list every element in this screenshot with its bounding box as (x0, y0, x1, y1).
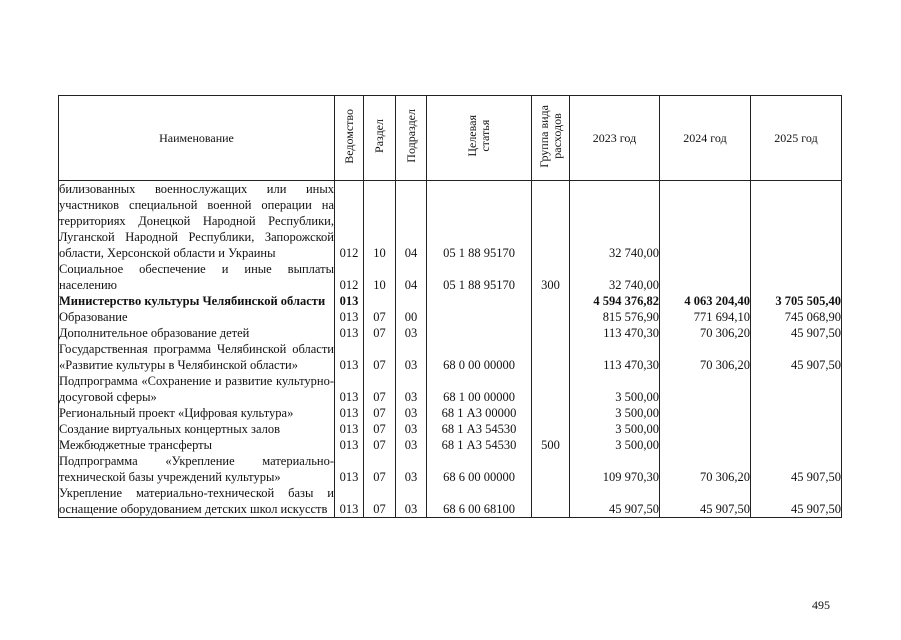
cell-podrazdel: 03 (396, 341, 427, 373)
table-row (59, 437, 842, 453)
cell-2023: 3 500,00 (570, 437, 660, 453)
header-razdel-label: Раздел (372, 119, 386, 153)
header-target-label (466, 115, 492, 157)
cell-2023: 32 740,00 (570, 261, 660, 293)
header-2025: 2025 год (751, 96, 842, 181)
cell-group (532, 309, 570, 325)
cell-razdel: 07 (364, 485, 396, 518)
cell-name: Подпрограмма «Сохранение и развитие культурно-досуговой сферы» (59, 374, 334, 404)
cell-2023: 4 594 376,82 (570, 293, 660, 309)
cell-target: 05 1 88 95170 (427, 181, 532, 262)
header-group-label (538, 105, 564, 168)
cell-razdel (364, 293, 396, 309)
cell-name: Межбюджетные трансферты (59, 437, 335, 453)
cell-razdel: 07 (364, 309, 396, 325)
cell-razdel: 07 (364, 421, 396, 437)
header-target-line2: статья (478, 120, 492, 152)
cell-razdel: 07 (364, 373, 396, 405)
cell-target: 05 1 88 95170 (427, 261, 532, 293)
cell-group (532, 485, 570, 518)
cell-podrazdel: 03 (396, 453, 427, 485)
cell-vedomstvo: 013 (335, 437, 364, 453)
cell-podrazdel: 00 (396, 309, 427, 325)
cell-target: 68 1 А3 54530 (427, 421, 532, 437)
cell-2025 (751, 181, 842, 262)
cell-2025 (751, 437, 842, 453)
cell-2023: 3 500,00 (570, 405, 660, 421)
header-2024: 2024 год (660, 96, 751, 181)
header-group-line2: расходов (549, 113, 564, 159)
cell-target: 68 1 А3 54530 (427, 437, 532, 453)
cell-target (427, 293, 532, 309)
cell-2025 (751, 421, 842, 437)
cell-vedomstvo: 013 (335, 485, 364, 518)
cell-target: 68 6 00 00000 (427, 453, 532, 485)
header-vedomstvo-label: Ведомство (341, 108, 356, 164)
table-row (59, 261, 842, 293)
header-razdel (364, 96, 396, 181)
cell-razdel: 10 (364, 261, 396, 293)
cell-2025 (751, 261, 842, 293)
cell-vedomstvo: 013 (335, 421, 364, 437)
cell-2023: 113 470,30 (570, 325, 660, 341)
table-row (59, 405, 842, 421)
cell-2025: 45 907,50 (751, 341, 842, 373)
cell-group (532, 421, 570, 437)
cell-group (532, 181, 570, 262)
cell-podrazdel: 03 (396, 437, 427, 453)
header-podrazdel (396, 96, 427, 181)
cell-vedomstvo: 013 (335, 405, 364, 421)
page-number: 495 (812, 598, 830, 612)
cell-vedomstvo: 013 (335, 453, 364, 485)
table-row (59, 421, 842, 437)
cell-name: Образование (59, 309, 335, 325)
cell-2025: 745 068,90 (751, 309, 842, 325)
cell-razdel: 07 (364, 341, 396, 373)
cell-2025: 45 907,50 (751, 325, 842, 341)
cell-name: Государственная программа Челябинской области «Развитие культуры в Челябинской области» (59, 342, 334, 372)
cell-vedomstvo: 013 (335, 341, 364, 373)
cell-group: 500 (532, 437, 570, 453)
header-vedomstvo (335, 96, 364, 181)
table-row (59, 325, 842, 341)
cell-razdel: 07 (364, 453, 396, 485)
cell-2025 (751, 405, 842, 421)
cell-vedomstvo: 012 (335, 181, 364, 262)
cell-2023: 109 970,30 (570, 453, 660, 485)
cell-podrazdel (396, 293, 427, 309)
cell-2025: 45 907,50 (751, 485, 842, 518)
table-row (59, 485, 842, 518)
cell-2024 (660, 437, 751, 453)
cell-podrazdel: 03 (396, 373, 427, 405)
cell-razdel: 07 (364, 405, 396, 421)
cell-2023: 113 470,30 (570, 341, 660, 373)
table-row (59, 181, 842, 262)
table-row (59, 293, 842, 309)
cell-2024: 70 306,20 (660, 453, 751, 485)
cell-target: 68 0 00 00000 (427, 341, 532, 373)
cell-name: Создание виртуальных концертных залов (59, 421, 335, 437)
cell-2023: 3 500,00 (570, 421, 660, 437)
header-podrazdel-label: Подраздел (403, 109, 418, 163)
cell-name: Министерство культуры Челябинской области (59, 293, 335, 309)
table-row (59, 453, 842, 485)
cell-target: 68 6 00 68100 (427, 485, 532, 518)
cell-2025: 3 705 505,40 (751, 293, 842, 309)
cell-group (532, 453, 570, 485)
cell-group (532, 341, 570, 373)
cell-vedomstvo: 013 (335, 293, 364, 309)
cell-2024: 771 694,10 (660, 309, 751, 325)
cell-2023: 3 500,00 (570, 373, 660, 405)
cell-2024 (660, 421, 751, 437)
cell-2025: 45 907,50 (751, 453, 842, 485)
cell-podrazdel: 04 (396, 261, 427, 293)
cell-2023: 45 907,50 (570, 485, 660, 518)
cell-2024: 4 063 204,40 (660, 293, 751, 309)
budget-table (58, 95, 842, 518)
header-group-line1: Группа вида (536, 104, 551, 168)
cell-target (427, 325, 532, 341)
cell-name: Региональный проект «Цифровая культура» (59, 405, 335, 421)
cell-group (532, 405, 570, 421)
header-target-line1: Целевая (465, 115, 479, 157)
cell-name: Социальное обеспечение и иные выплаты населению (59, 262, 334, 292)
cell-2024: 45 907,50 (660, 485, 751, 518)
cell-name: Укрепление материально-технической базы и оснащение оборудованием детских школ искусств (59, 486, 334, 516)
cell-name: Дополнительное образование детей (59, 325, 335, 341)
cell-podrazdel: 04 (396, 181, 427, 262)
cell-razdel: 10 (364, 181, 396, 262)
cell-group (532, 293, 570, 309)
cell-podrazdel: 03 (396, 421, 427, 437)
table-header (59, 96, 842, 181)
cell-name: Подпрограмма «Укрепление материально-технической базы учреждений культуры» (59, 454, 334, 484)
table-row (59, 341, 842, 373)
cell-2024 (660, 405, 751, 421)
cell-group (532, 325, 570, 341)
header-2023: 2023 год (570, 96, 660, 181)
header-group (532, 96, 570, 181)
header-target (427, 96, 532, 181)
cell-2023: 32 740,00 (570, 181, 660, 262)
cell-target: 68 1 А3 00000 (427, 405, 532, 421)
cell-vedomstvo: 013 (335, 309, 364, 325)
cell-vedomstvo: 013 (335, 373, 364, 405)
cell-group (532, 373, 570, 405)
table-row (59, 309, 842, 325)
cell-podrazdel: 03 (396, 485, 427, 518)
cell-razdel: 07 (364, 437, 396, 453)
cell-podrazdel: 03 (396, 325, 427, 341)
table-row (59, 373, 842, 405)
cell-vedomstvo: 012 (335, 261, 364, 293)
cell-target (427, 309, 532, 325)
cell-vedomstvo: 013 (335, 325, 364, 341)
cell-2024 (660, 181, 751, 262)
header-name: Наименование (59, 96, 335, 181)
cell-2023: 815 576,90 (570, 309, 660, 325)
cell-razdel: 07 (364, 325, 396, 341)
cell-2024: 70 306,20 (660, 341, 751, 373)
cell-name: билизованных военнослужащих или иных участников специальной военной операции на территориях Донецкой Народной Республики, Луганской Народной Республики, Запорожской области, Херсонской области и Украины (59, 182, 334, 260)
cell-2024 (660, 261, 751, 293)
cell-target: 68 1 00 00000 (427, 373, 532, 405)
cell-podrazdel: 03 (396, 405, 427, 421)
cell-2024: 70 306,20 (660, 325, 751, 341)
cell-2025 (751, 373, 842, 405)
cell-2024 (660, 373, 751, 405)
cell-group: 300 (532, 261, 570, 293)
